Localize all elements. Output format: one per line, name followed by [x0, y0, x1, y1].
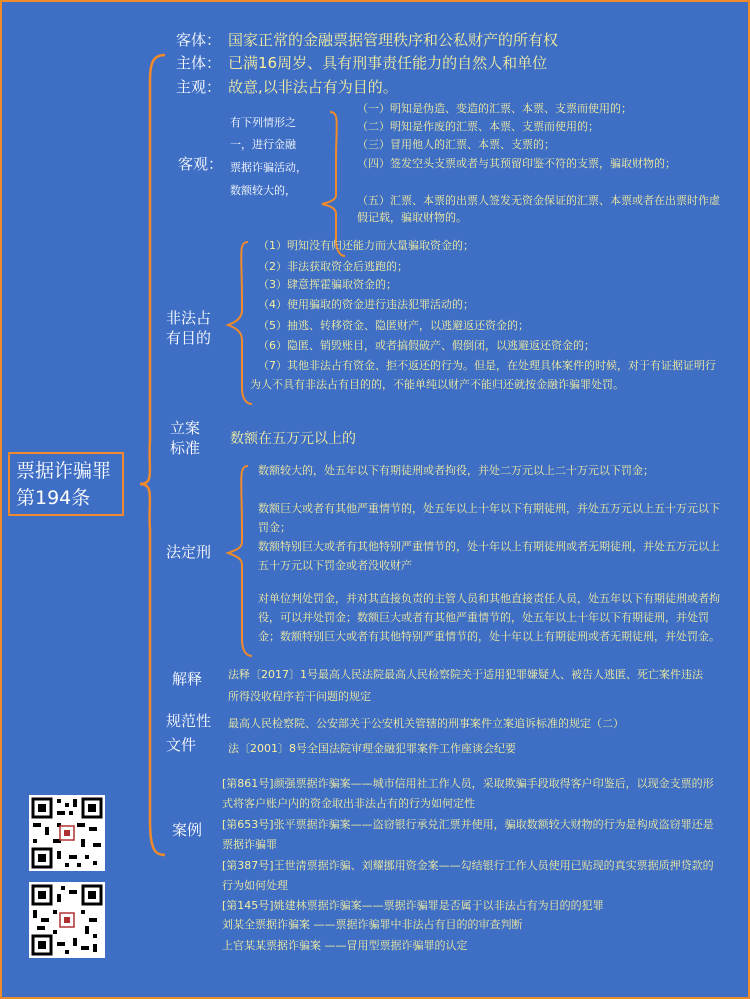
lian-label-1: 立案: [170, 419, 201, 437]
anli-item-6: 上官某某票据诈骗案 ——冒用型票据诈骗罪的认定: [222, 939, 468, 952]
feifa-item-1: （1）明知没有归还能力而大量骗取资金的；: [258, 239, 474, 252]
guifan-item-2: 法〔2001〕8号全国法院审理金融犯罪案件工作座谈会纪要: [228, 742, 516, 755]
zhuti-text: 已满16周岁、具有刑事责任能力的自然人和单位: [228, 54, 548, 72]
anli-label: 案例: [172, 821, 203, 839]
root-title: 票据诈骗罪: [16, 460, 112, 482]
feifa-label-2: 有目的: [166, 329, 212, 347]
anli-item-5: 刘某全票据诈骗案 ——票据诈骗罪中非法占有目的的审查判断: [222, 918, 523, 931]
feifa-item-5: （5）抽逃、转移资金、隐匿财产，以逃避返还资金的；: [258, 319, 529, 332]
keguan-item-3: （三）冒用他人的汇票、本票、支票的；: [357, 138, 555, 151]
keguan-item-1: （一）明知是伪造、变造的汇票、本票、支票而使用的；: [357, 102, 632, 115]
lian-text: 数额在五万元以上的: [230, 431, 356, 447]
keguan-item-4: （四）签发空头支票或者与其预留印鉴不符的支票，骗取财物的；: [357, 157, 676, 170]
fadingxing-p3: 数额特别巨大或者有其他特别严重情节的，处十年以上有期徒刑或者无期徒刑，并处五万元以上五十万元以下罚金或者没收财产: [258, 540, 720, 572]
anli-item-2: [第653号]张平票据诈骗案——盗窃银行承兑汇票并使用，骗取数额较大财物的行为是构成盗窃罪还是票据诈骗罪: [222, 818, 714, 851]
keguan-intro-2: 一，进行金融: [230, 138, 296, 151]
anli-item-4: [第145号]姚建林票据诈骗案——票据诈骗罪是否属于以非法占有为目的的犯罪: [222, 899, 604, 912]
fadingxing-p1: 数额较大的，处五年以下有期徒刑或者拘役，并处二万元以上二十万元以下罚金；: [258, 464, 654, 477]
guifan-item-1: 最高人民检察院、公安部关于公安机关管辖的刑事案件立案追诉标准的规定（二）: [228, 717, 624, 730]
feifa-item-7: （7）其他非法占有资金、拒不返还的行为。但是，在处理具体案件的时候，对于有证据证明行为人不具有非法占有目的的，不能单纯以财产不能归还就按金融诈骗罪处罚。: [250, 359, 716, 391]
guifan-label-2: 文件: [166, 736, 197, 754]
feifa-item-6: （6）隐匿、销毁账目，或者搞假破产、假倒闭，以逃避返还资金的；: [258, 339, 595, 352]
anli-item-1: [第861号]颜强票据诈骗案——城市信用社工作人员，采取欺骗手段取得客户印鉴后，以现金支票的形式将客户账户内的资金取出非法占有的行为如何定性: [222, 777, 714, 810]
feifa-item-2: （2）非法获取资金后逃跑的；: [258, 260, 408, 273]
feifa-item-4: （4）使用骗取的资金进行违法犯罪活动的；: [258, 298, 474, 311]
keguan-item-5: （五）汇票、本票的出票人签发无资金保证的汇票、本票或者在出票时作虚假记载，骗取财物的。: [357, 194, 720, 224]
feifa-item-3: （3）肆意挥霍骗取资金的；: [258, 278, 397, 291]
fadingxing-p4: 对单位判处罚金，并对其直接负责的主管人员和其他直接责任人员，处五年以下有期徒刑或者拘役，可以并处罚金；数额巨大或者有其他严重情节的，处五年以上十年以下有期徒刑，并处罚金；数额特别巨大或者有其他特别严重情节的，处十年以上有期徒刑或者无期徒刑，并处罚金。: [258, 592, 720, 643]
feifa-label-1: 非法占: [166, 309, 212, 327]
zhuguan-text: 故意,以非法占有为目的。: [228, 78, 398, 96]
keguan-intro-3: 票据诈骗活动，: [230, 161, 307, 174]
jieshi-text: 法释〔2017〕1号最高人民法院最高人民检察院关于适用犯罪嫌疑人、被告人逃匿、死亡案件违法所得没收程序若干问题的规定: [228, 668, 703, 703]
fadingxing-p2: 数额巨大或者有其他严重情节的，处五年以上十年以下有期徒刑，并处五万元以上五十万元以下罚金；: [258, 502, 720, 534]
lian-label-2: 标准: [170, 439, 201, 457]
jieshi-label: 解释: [172, 670, 203, 688]
anli-item-3: [第387号]王世清票据诈骗、刘耀挪用资金案——勾结银行工作人员使用已贴现的真实票据质押贷款的行为如何处理: [222, 859, 714, 892]
keti-text: 国家正常的金融票据管理秩序和公私财产的所有权: [228, 31, 559, 49]
root-article: 第194条: [16, 487, 91, 509]
keguan-label: 客观：: [178, 155, 224, 173]
root-node: [8, 452, 124, 516]
zhuti-label: 主体：: [176, 54, 222, 72]
guifan-label-1: 规范性: [166, 712, 212, 730]
fadingxing-label: 法定刑: [166, 543, 212, 561]
qr-code-icon: [29, 882, 105, 958]
keti-label: 客体：: [176, 31, 222, 49]
keguan-intro-1: 有下列情形之: [230, 116, 296, 129]
keguan-intro-4: 数额较大的，: [230, 184, 296, 197]
zhuguan-label: 主观：: [176, 78, 222, 96]
keguan-item-2: （二）明知是作废的汇票、本票、支票而使用的；: [357, 120, 599, 133]
qr-code-icon: [29, 795, 105, 871]
